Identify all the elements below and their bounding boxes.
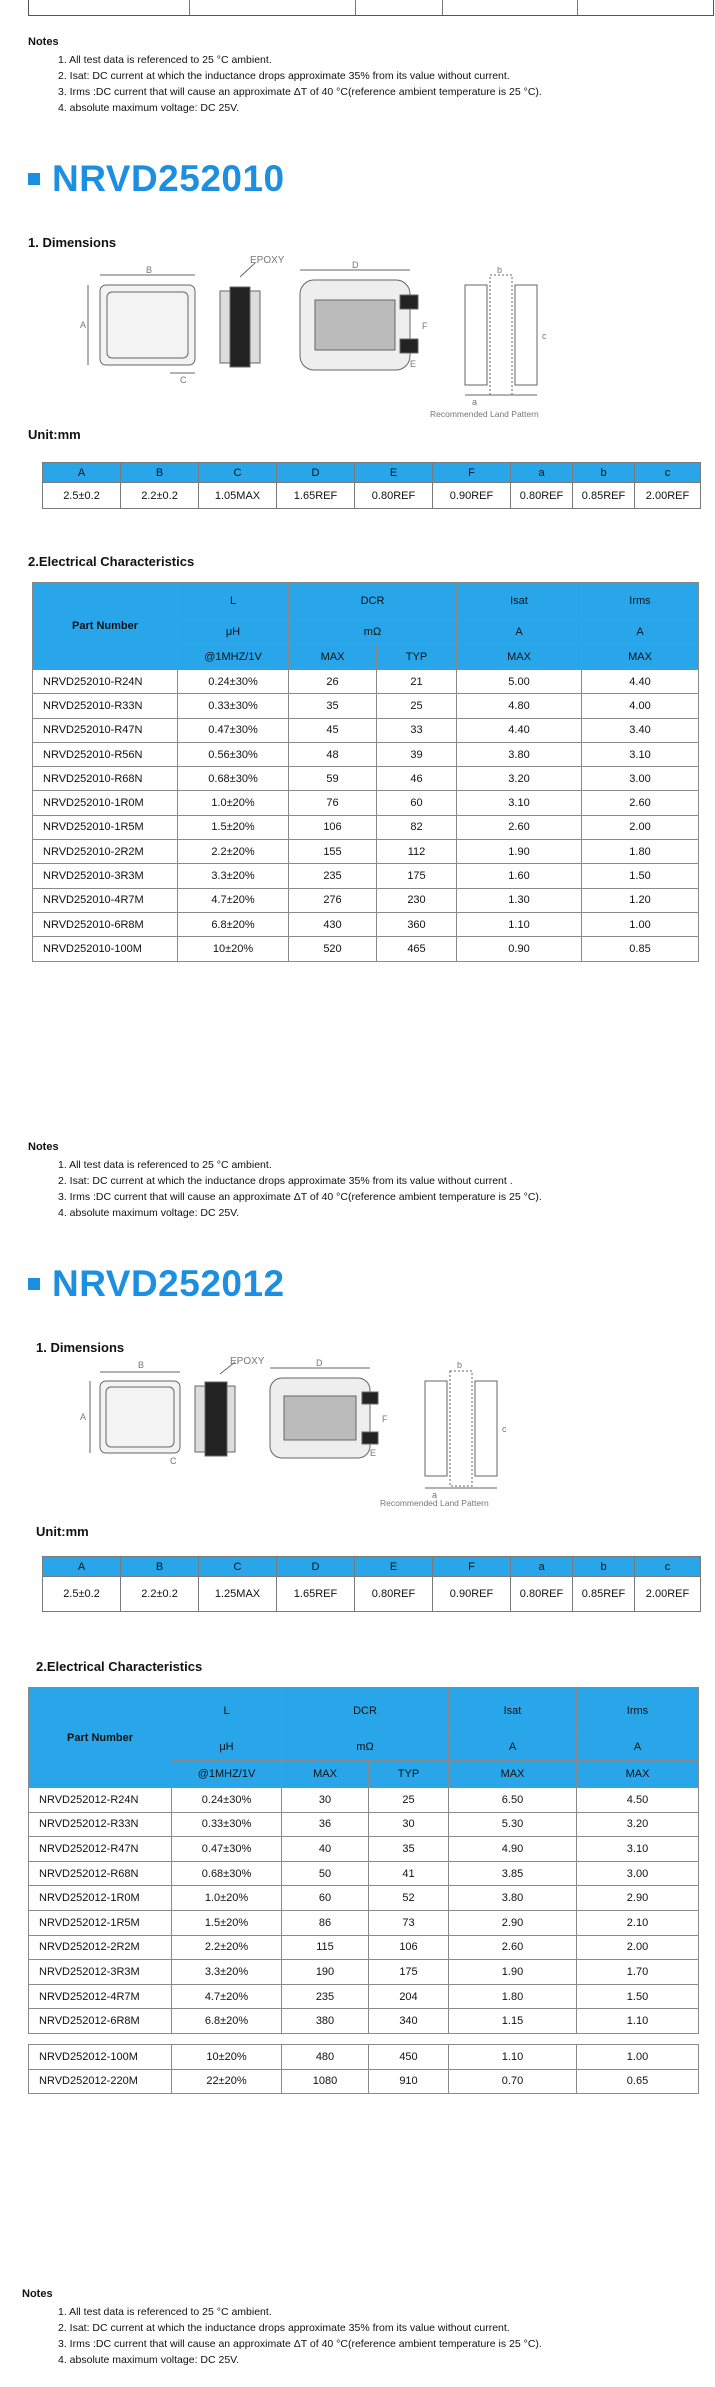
dimension-drawing (80, 1356, 580, 1506)
isat-cell: 5.30 (449, 1812, 577, 1837)
dcr-max-cell: 1080 (282, 2069, 369, 2094)
electrical-table (28, 1687, 699, 2094)
isat-cell: 1.10 (449, 2044, 577, 2069)
inductance-cell: 4.7±20% (172, 1984, 282, 2009)
isat-cell: 0.70 (449, 2069, 577, 2094)
dcr-unit: mΩ (289, 620, 457, 644)
inductance-cell: 2.2±20% (178, 840, 289, 864)
table-row (33, 791, 699, 815)
land-pattern-label: Recommended Land Pattern (380, 1498, 489, 1506)
dim-letter: F (422, 321, 428, 331)
isat-unit: A (449, 1734, 577, 1761)
notes-title: Notes (28, 36, 59, 48)
l-unit: μH (178, 620, 289, 644)
isat-cell: 3.20 (457, 767, 582, 791)
dim-value: 0.90REF (433, 1577, 511, 1612)
dim-value: 0.85REF (573, 1577, 635, 1612)
irms-header: Irms (577, 1688, 699, 1734)
isat-cell: 1.80 (449, 1984, 577, 2009)
part-number-cell: NRVD252010-R47N (33, 718, 178, 742)
irms-cell: 2.00 (582, 815, 699, 839)
inductance-cell: 1.0±20% (172, 1886, 282, 1911)
dim-letter: D (352, 260, 359, 270)
dcr-max-cell: 430 (289, 912, 377, 936)
note-item: 3. Irms :DC current that will cause an approximate ΔT of 40 °C(reference ambient temperature is 25 °C). (58, 86, 542, 98)
dimension-table (42, 462, 701, 509)
heading-square-icon (28, 173, 40, 185)
dimension-drawing (80, 255, 580, 420)
part-number-cell: NRVD252010-3R3M (33, 864, 178, 888)
dim-letter: A (80, 320, 87, 330)
note-item: 4. absolute maximum voltage: DC 25V. (58, 102, 240, 114)
dcr-max-cell: 50 (282, 1861, 369, 1886)
table-row (33, 694, 699, 718)
dcr-max-cell: 480 (282, 2044, 369, 2069)
dcr-max-cell: 235 (282, 1984, 369, 2009)
section-heading (28, 1263, 285, 1305)
part-number-cell: NRVD252012-R24N (29, 1788, 172, 1813)
dim-letter: b (457, 1360, 463, 1370)
isat-cell: 6.50 (449, 1788, 577, 1813)
unit-label: Unit:mm (28, 427, 81, 442)
isat-cell: 2.90 (449, 1910, 577, 1935)
dcr-typ-cell: 450 (369, 2044, 449, 2069)
dcr-typ-cell: 60 (377, 791, 457, 815)
inductance-cell: 1.0±20% (178, 791, 289, 815)
dim-value: 2.00REF (635, 1577, 701, 1612)
part-number-cell: NRVD252010-R24N (33, 670, 178, 694)
isat-cell: 1.90 (457, 840, 582, 864)
part-number-cell: NRVD252010-2R2M (33, 840, 178, 864)
irms-cell: 3.40 (582, 718, 699, 742)
inductance-cell: 0.33±30% (172, 1812, 282, 1837)
dim-header: a (511, 1557, 573, 1577)
note-item: 2. Isat: DC current at which the inductance drops approximate 35% from its value without current. (58, 2322, 510, 2334)
isat-cell: 2.60 (449, 1935, 577, 1960)
dcr-max-cell: 30 (282, 1788, 369, 1813)
irms-cell: 0.65 (577, 2069, 699, 2094)
table-row (29, 1910, 699, 1935)
dcr-typ-cell: 360 (377, 912, 457, 936)
table-row (29, 1861, 699, 1886)
isat-unit: A (457, 620, 582, 644)
inductance-cell: 0.68±30% (178, 767, 289, 791)
dcr-typ-cell: 230 (377, 888, 457, 912)
irms-cell: 3.10 (577, 1837, 699, 1862)
dim-letter: A (80, 1412, 87, 1422)
dim-header: c (635, 1557, 701, 1577)
part-number-cell: NRVD252010-R33N (33, 694, 178, 718)
dcr-max-cell: 235 (289, 864, 377, 888)
dim-letter: a (432, 1490, 438, 1500)
dim-header: C (199, 1557, 277, 1577)
dcr-typ-cell: 175 (377, 864, 457, 888)
isat-header: Isat (449, 1688, 577, 1734)
dim-value: 0.85REF (573, 483, 635, 509)
isat-cell: 2.60 (457, 815, 582, 839)
table-row (29, 2009, 699, 2034)
dcr-typ-cell: 35 (369, 1837, 449, 1862)
irms-header: Irms (582, 583, 699, 620)
part-number-cell: NRVD252010-6R8M (33, 912, 178, 936)
irms-cell: 3.20 (577, 1812, 699, 1837)
notes-title: Notes (22, 2288, 53, 2300)
dcr-typ-cell: 30 (369, 1812, 449, 1837)
note-item: 1. All test data is referenced to 25 °C ambient. (58, 1159, 272, 1171)
dcr-max-cell: 26 (289, 670, 377, 694)
section-heading (28, 158, 285, 200)
isat-cell: 3.80 (457, 742, 582, 766)
dim-letter: c (502, 1424, 507, 1434)
dim-header: C (199, 463, 277, 483)
dcr-max-cell: 155 (289, 840, 377, 864)
isat-header: Isat (457, 583, 582, 620)
notes-title: Notes (28, 1141, 59, 1153)
dim-value: 0.80REF (355, 1577, 433, 1612)
dim-letter: b (497, 265, 503, 275)
dcr-typ-cell: 46 (377, 767, 457, 791)
dcr-header: DCR (289, 583, 457, 620)
dcr-unit: mΩ (282, 1734, 449, 1761)
dcr-typ-cell: 25 (369, 1788, 449, 1813)
dcr-max-header: MAX (282, 1761, 369, 1788)
inductance-cell: 0.47±30% (172, 1837, 282, 1862)
dim-value: 1.25MAX (199, 1577, 277, 1612)
dim-value: 1.65REF (277, 1577, 355, 1612)
notes-list (58, 1157, 542, 1221)
irms-cell: 1.00 (577, 2044, 699, 2069)
dcr-typ-cell: 73 (369, 1910, 449, 1935)
dimension-value-row (43, 483, 701, 509)
electrical-label: 2.Electrical Characteristics (36, 1659, 203, 1674)
isat-max-header: MAX (457, 644, 582, 670)
isat-cell: 1.60 (457, 864, 582, 888)
dim-header: F (433, 463, 511, 483)
dimension-value-row (43, 1577, 701, 1612)
irms-cell: 2.00 (577, 1935, 699, 1960)
inductance-cell: 2.2±20% (172, 1935, 282, 1960)
irms-cell: 3.10 (582, 742, 699, 766)
l-unit: μH (172, 1734, 282, 1761)
note-item: 1. All test data is referenced to 25 °C ambient. (58, 2306, 272, 2318)
isat-max-header: MAX (449, 1761, 577, 1788)
part-number-cell: NRVD252012-3R3M (29, 1960, 172, 1985)
irms-cell: 1.50 (582, 864, 699, 888)
part-number-cell: NRVD252012-R47N (29, 1837, 172, 1862)
dcr-typ-cell: 41 (369, 1861, 449, 1886)
dim-letter: F (382, 1414, 388, 1424)
table-gap (29, 2033, 699, 2044)
dcr-typ-cell: 106 (369, 1935, 449, 1960)
note-item: 2. Isat: DC current at which the inductance drops approximate 35% from its value without current . (58, 1175, 513, 1187)
dim-value: 2.2±0.2 (121, 1577, 199, 1612)
isat-cell: 3.80 (449, 1886, 577, 1911)
dcr-max-cell: 76 (289, 791, 377, 815)
inductance-cell: 1.5±20% (172, 1910, 282, 1935)
dim-header: B (121, 1557, 199, 1577)
dim-letter: a (472, 397, 478, 407)
dim-letter: E (410, 359, 417, 369)
inductance-cell: 3.3±20% (172, 1960, 282, 1985)
dim-value: 2.5±0.2 (43, 1577, 121, 1612)
inductance-cell: 0.47±30% (178, 718, 289, 742)
part-number-cell: NRVD252010-R68N (33, 767, 178, 791)
part-number-cell: NRVD252012-220M (29, 2069, 172, 2094)
dcr-typ-cell: 340 (369, 2009, 449, 2034)
dcr-typ-cell: 33 (377, 718, 457, 742)
irms-cell: 2.90 (577, 1886, 699, 1911)
table-row (33, 864, 699, 888)
irms-cell: 1.10 (577, 2009, 699, 2034)
part-number-cell: NRVD252012-2R2M (29, 1935, 172, 1960)
inductance-cell: 4.7±20% (178, 888, 289, 912)
irms-cell: 1.70 (577, 1960, 699, 1985)
dim-header: B (121, 463, 199, 483)
irms-cell: 3.00 (577, 1861, 699, 1886)
dcr-max-header: MAX (289, 644, 377, 670)
section-title: NRVD252010 (52, 158, 285, 199)
dim-letter: C (180, 375, 187, 385)
part-number-cell: NRVD252012-1R5M (29, 1910, 172, 1935)
dim-header: E (355, 1557, 433, 1577)
dim-header: b (573, 1557, 635, 1577)
irms-cell: 3.00 (582, 767, 699, 791)
dim-header: a (511, 463, 573, 483)
dcr-typ-cell: 21 (377, 670, 457, 694)
dim-header: c (635, 463, 701, 483)
table-row (33, 718, 699, 742)
table-row (33, 912, 699, 936)
irms-cell: 0.85 (582, 937, 699, 961)
isat-cell: 5.00 (457, 670, 582, 694)
note-item: 3. Irms :DC current that will cause an approximate ΔT of 40 °C(reference ambient temperature is 25 °C). (58, 2338, 542, 2350)
l-condition: @1MHZ/1V (172, 1761, 282, 1788)
table-row (33, 742, 699, 766)
part-number-cell: NRVD252012-R68N (29, 1861, 172, 1886)
irms-cell: 1.00 (582, 912, 699, 936)
irms-max-header: MAX (577, 1761, 699, 1788)
part-number-cell: NRVD252012-6R8M (29, 2009, 172, 2034)
inductance-cell: 0.56±30% (178, 742, 289, 766)
dimensions-label: 1. Dimensions (28, 235, 117, 250)
isat-cell: 4.80 (457, 694, 582, 718)
dimensions-label: 1. Dimensions (36, 1340, 125, 1355)
dcr-max-cell: 106 (289, 815, 377, 839)
dcr-max-cell: 380 (282, 2009, 369, 2034)
dcr-typ-cell: 910 (369, 2069, 449, 2094)
part-number-cell: NRVD252012-4R7M (29, 1984, 172, 2009)
l-header: L (172, 1688, 282, 1734)
dim-value: 0.80REF (511, 483, 573, 509)
part-number-cell: NRVD252012-1R0M (29, 1886, 172, 1911)
dim-value: 0.90REF (433, 483, 511, 509)
dim-letter: B (146, 265, 153, 275)
irms-cell: 1.50 (577, 1984, 699, 2009)
dim-value: 2.2±0.2 (121, 483, 199, 509)
table-row (33, 815, 699, 839)
dim-header: D (277, 463, 355, 483)
inductance-cell: 6.8±20% (178, 912, 289, 936)
irms-cell: 4.40 (582, 670, 699, 694)
irms-unit: A (582, 620, 699, 644)
irms-max-header: MAX (582, 644, 699, 670)
table-row (29, 1837, 699, 1862)
dcr-max-cell: 36 (282, 1812, 369, 1837)
dim-value: 0.80REF (355, 483, 433, 509)
table-row (29, 1960, 699, 1985)
isat-cell: 1.10 (457, 912, 582, 936)
dcr-max-cell: 40 (282, 1837, 369, 1862)
dim-letter: D (316, 1358, 323, 1368)
table-row (29, 1935, 699, 1960)
dim-header: b (573, 463, 635, 483)
notes-list (58, 2304, 542, 2368)
dcr-max-cell: 520 (289, 937, 377, 961)
dim-value: 2.5±0.2 (43, 483, 121, 509)
dcr-typ-header: TYP (369, 1761, 449, 1788)
dcr-typ-cell: 52 (369, 1886, 449, 1911)
table-row (33, 840, 699, 864)
dim-value: 1.65REF (277, 483, 355, 509)
isat-cell: 3.10 (457, 791, 582, 815)
dim-header: E (355, 463, 433, 483)
irms-cell: 4.50 (577, 1788, 699, 1813)
dcr-max-cell: 60 (282, 1886, 369, 1911)
dcr-typ-cell: 204 (369, 1984, 449, 2009)
dim-letter: E (370, 1448, 377, 1458)
inductance-cell: 0.68±30% (172, 1861, 282, 1886)
dim-letter: c (542, 331, 547, 341)
isat-cell: 4.90 (449, 1837, 577, 1862)
irms-cell: 4.00 (582, 694, 699, 718)
land-pattern-label: Recommended Land Pattern (430, 409, 539, 419)
dim-letter: B (138, 1360, 145, 1370)
part-number-cell: NRVD252010-100M (33, 937, 178, 961)
part-number-cell: NRVD252010-1R0M (33, 791, 178, 815)
table-row (29, 1886, 699, 1911)
inductance-cell: 10±20% (172, 2044, 282, 2069)
epoxy-label: EPOXY (250, 255, 285, 266)
irms-unit: A (577, 1734, 699, 1761)
table-row (33, 767, 699, 791)
dimension-header-row (43, 1557, 701, 1577)
inductance-cell: 1.5±20% (178, 815, 289, 839)
section-title: NRVD252012 (52, 1263, 285, 1304)
part-number-cell: NRVD252010-R56N (33, 742, 178, 766)
dim-letter: C (170, 1456, 177, 1466)
epoxy-label: EPOXY (230, 1356, 265, 1367)
table-row (29, 2044, 699, 2069)
dcr-max-cell: 35 (289, 694, 377, 718)
dcr-typ-cell: 112 (377, 840, 457, 864)
dcr-typ-cell: 25 (377, 694, 457, 718)
isat-cell: 1.15 (449, 2009, 577, 2034)
dcr-typ-header: TYP (377, 644, 457, 670)
dcr-max-cell: 86 (282, 1910, 369, 1935)
electrical-label: 2.Electrical Characteristics (28, 554, 195, 569)
dcr-header: DCR (282, 1688, 449, 1734)
part-number-header: Part Number (29, 1688, 172, 1788)
note-item: 4. absolute maximum voltage: DC 25V. (58, 2354, 240, 2366)
note-item: 4. absolute maximum voltage: DC 25V. (58, 1207, 240, 1219)
isat-cell: 0.90 (457, 937, 582, 961)
l-header: L (178, 583, 289, 620)
heading-square-icon (28, 1278, 40, 1290)
table-row (33, 888, 699, 912)
electrical-table (32, 582, 699, 962)
isat-cell: 3.85 (449, 1861, 577, 1886)
isat-cell: 1.90 (449, 1960, 577, 1985)
table-row (29, 1812, 699, 1837)
part-number-cell: NRVD252010-1R5M (33, 815, 178, 839)
previous-table-remnant (28, 0, 714, 16)
l-condition: @1MHZ/1V (178, 644, 289, 670)
dcr-typ-cell: 82 (377, 815, 457, 839)
inductance-cell: 6.8±20% (172, 2009, 282, 2034)
irms-cell: 2.60 (582, 791, 699, 815)
part-number-cell: NRVD252010-4R7M (33, 888, 178, 912)
dcr-typ-cell: 465 (377, 937, 457, 961)
note-item: 2. Isat: DC current at which the inductance drops approximate 35% from its value without current. (58, 70, 510, 82)
dcr-max-cell: 59 (289, 767, 377, 791)
dimension-table (42, 1556, 701, 1612)
inductance-cell: 0.24±30% (178, 670, 289, 694)
part-number-cell: NRVD252012-100M (29, 2044, 172, 2069)
unit-label: Unit:mm (36, 1524, 89, 1539)
dim-header: A (43, 463, 121, 483)
dim-header: D (277, 1557, 355, 1577)
table-row (29, 1984, 699, 2009)
part-number-header: Part Number (33, 583, 178, 670)
inductance-cell: 0.24±30% (172, 1788, 282, 1813)
dim-header: F (433, 1557, 511, 1577)
note-item: 3. Irms :DC current that will cause an approximate ΔT of 40 °C(reference ambient temperature is 25 °C). (58, 1191, 542, 1203)
table-row (29, 2069, 699, 2094)
notes-list (58, 52, 542, 116)
dim-value: 2.00REF (635, 483, 701, 509)
irms-cell: 1.80 (582, 840, 699, 864)
note-item: 1. All test data is referenced to 25 °C ambient. (58, 54, 272, 66)
dim-value: 1.05MAX (199, 483, 277, 509)
dcr-max-cell: 190 (282, 1960, 369, 1985)
part-number-cell: NRVD252012-R33N (29, 1812, 172, 1837)
dcr-max-cell: 48 (289, 742, 377, 766)
inductance-cell: 10±20% (178, 937, 289, 961)
dim-header: A (43, 1557, 121, 1577)
dcr-max-cell: 45 (289, 718, 377, 742)
isat-cell: 1.30 (457, 888, 582, 912)
dcr-max-cell: 276 (289, 888, 377, 912)
irms-cell: 1.20 (582, 888, 699, 912)
inductance-cell: 3.3±20% (178, 864, 289, 888)
irms-cell: 2.10 (577, 1910, 699, 1935)
gap-cell (29, 2033, 699, 2044)
table-row (33, 670, 699, 694)
dcr-typ-cell: 39 (377, 742, 457, 766)
inductance-cell: 22±20% (172, 2069, 282, 2094)
table-row (29, 1788, 699, 1813)
dimension-header-row (43, 463, 701, 483)
isat-cell: 4.40 (457, 718, 582, 742)
dim-value: 0.80REF (511, 1577, 573, 1612)
table-row (33, 937, 699, 961)
dcr-typ-cell: 175 (369, 1960, 449, 1985)
inductance-cell: 0.33±30% (178, 694, 289, 718)
dcr-max-cell: 115 (282, 1935, 369, 1960)
